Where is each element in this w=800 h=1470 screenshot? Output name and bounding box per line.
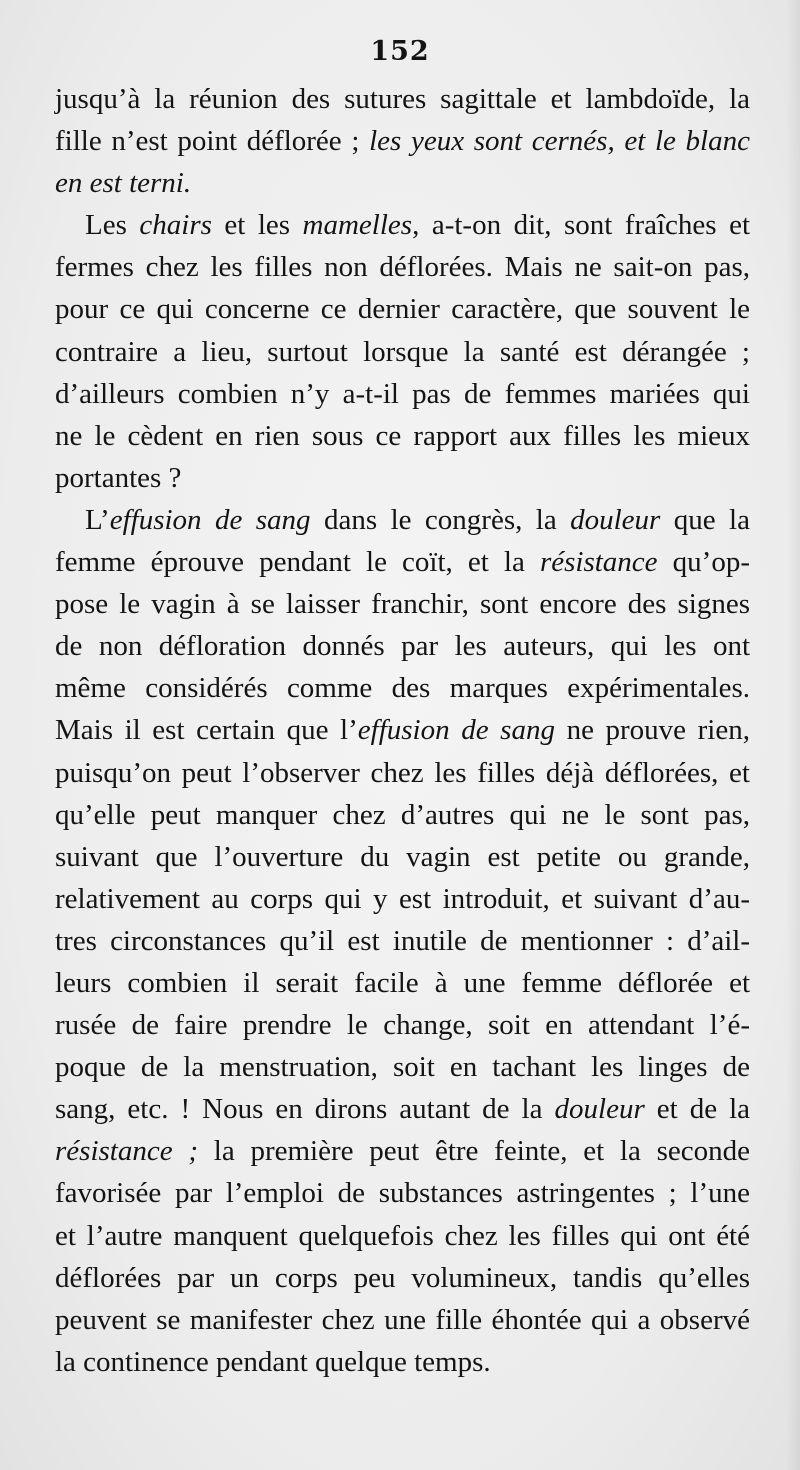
text-line: pour ce qui concerne ce dernier caractère, que souvent le	[55, 293, 750, 326]
text-line: même considérés comme des marques expérimentales.	[55, 672, 750, 705]
text-line: jusqu’à la réunion des sutures sagittale et lambdoïde, la	[55, 83, 750, 115]
text-line: qu’elle peut manquer chez d’autres qui ne le sont pas,	[55, 798, 750, 831]
text-line: relativement au corps qui y est introduit, et suivant d’au-	[55, 882, 750, 915]
text-line: peuvent se manifester chez une fille éhontée qui a observé	[55, 1303, 750, 1336]
text-line: et l’autre manquent quelquefois chez les filles qui ont été	[55, 1219, 750, 1252]
text-line: la continence pendant quelque temps.	[55, 1345, 491, 1378]
text-line: résistance ; la première peut être feinte, et la seconde	[55, 1135, 750, 1168]
text-line: tres circonstances qu’il est inutile de mentionner : d’ail-	[55, 924, 750, 957]
text-line: femme éprouve pendant le coït, et la résistance qu’op-	[55, 546, 750, 579]
page-edge-shadow	[786, 0, 800, 1470]
text-line: en est terni.	[55, 167, 192, 200]
paragraph-start-line: Les chairs et les mamelles, a-t-on dit, sont fraîches et	[85, 209, 750, 242]
text-line: rusée de faire prendre le change, soit en attendant l’é-	[55, 1009, 750, 1042]
text-line: fermes chez les filles non déflorées. Mais ne sait-on pas,	[55, 251, 750, 284]
text-line: portantes ?	[55, 461, 182, 494]
paragraph-start-line: L’effusion de sang dans le congrès, la douleur que la	[85, 503, 750, 536]
text-line: leurs combien il serait facile à une femme déflorée et	[55, 966, 750, 999]
body-text	[55, 78, 750, 1383]
text-line: favorisée par l’emploi de substances astringentes ; l’une	[55, 1177, 750, 1210]
text-line: déflorées par un corps peu volumineux, tandis qu’elles	[55, 1261, 750, 1294]
text-line: fille n’est point déflorée ; les yeux sont cernés, et le blanc	[55, 125, 750, 158]
text-line: contraire a lieu, surtout lorsque la santé est dérangée ;	[55, 335, 750, 368]
text-line: puisqu’on peut l’observer chez les filles déjà déflorées, et	[55, 756, 750, 789]
text-line: de non défloration donnés par les auteurs, qui les ont	[55, 630, 750, 663]
text-line: suivant que l’ouverture du vagin est petite ou grande,	[55, 840, 750, 873]
text-line: pose le vagin à se laisser franchir, sont encore des signes	[55, 588, 750, 621]
text-line: ne le cèdent en rien sous ce rapport aux filles les mieux	[55, 419, 750, 452]
text-line: d’ailleurs combien n’y a-t-il pas de femmes mariées qui	[55, 377, 750, 410]
text-line: poque de la menstruation, soit en tachant les linges de	[55, 1051, 750, 1084]
text-line: sang, etc. ! Nous en dirons autant de la douleur et de la	[55, 1093, 751, 1126]
page-number: 152	[370, 36, 430, 67]
text-line: Mais il est certain que l’effusion de sang ne prouve rien,	[55, 714, 750, 747]
